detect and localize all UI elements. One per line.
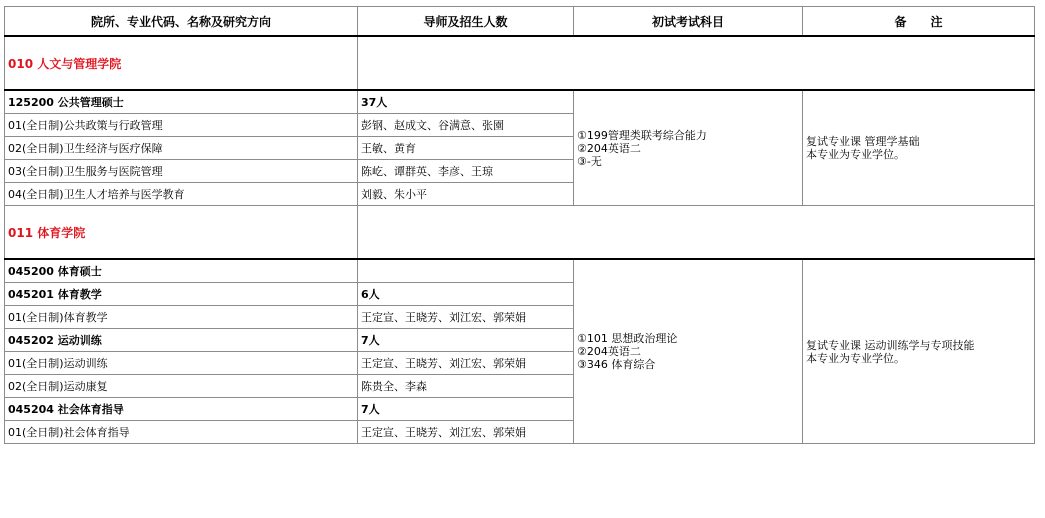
direction-name: 01(全日制)社会体育指导	[5, 421, 358, 444]
admissions-table	[4, 6, 1035, 444]
exam-line: ③346 体育综合	[577, 358, 656, 371]
direction-tutors: 彭钢、赵成文、谷满意、张園	[358, 114, 574, 137]
header-department: 院所、专业代码、名称及研究方向	[5, 7, 358, 37]
direction-name: 02(全日制)运动康复	[5, 375, 358, 398]
subfield-count: 6人	[358, 283, 574, 306]
header-tutors: 导师及招生人数	[358, 7, 574, 37]
major-name: 045200 体育硕士	[5, 259, 358, 283]
exam-subjects	[574, 259, 803, 444]
header-row	[5, 7, 1035, 37]
remarks	[803, 259, 1035, 444]
department-blank	[358, 36, 1035, 90]
department-name: 011 体育学院	[5, 206, 358, 260]
subfield-name: 045202 运动训练	[5, 329, 358, 352]
exam-line: ①101 思想政治理论	[577, 332, 678, 345]
major-row	[5, 90, 1035, 114]
direction-tutors: 刘毅、朱小平	[358, 183, 574, 206]
direction-name: 03(全日制)卫生服务与医院管理	[5, 160, 358, 183]
department-name: 010 人文与管理学院	[5, 36, 358, 90]
exam-subjects	[574, 90, 803, 206]
department-blank	[358, 206, 1035, 260]
note-line: 本专业为专业学位。	[806, 148, 905, 161]
subfield-count: 7人	[358, 329, 574, 352]
department-row	[5, 36, 1035, 90]
header-exam: 初试考试科目	[574, 7, 803, 37]
direction-name: 02(全日制)卫生经济与医疗保障	[5, 137, 358, 160]
direction-tutors: 王定宣、王晓芳、刘江宏、郭荣娟	[358, 352, 574, 375]
remarks	[803, 90, 1035, 206]
header-note: 备 注	[803, 7, 1035, 37]
note-line: 复试专业课 运动训练学与专项技能	[806, 338, 975, 352]
exam-line: ③-无	[577, 154, 602, 168]
subfield-name: 045201 体育教学	[5, 283, 358, 306]
direction-name: 04(全日制)卫生人才培养与医学教育	[5, 183, 358, 206]
direction-tutors: 王定宣、王晓芳、刘江宏、郭荣娟	[358, 306, 574, 329]
department-row	[5, 206, 1035, 260]
direction-name: 01(全日制)体育教学	[5, 306, 358, 329]
subfield-name: 045204 社会体育指导	[5, 398, 358, 421]
exam-line: ②204英语二	[577, 345, 641, 358]
note-line: 本专业为专业学位。	[806, 351, 905, 365]
major-count	[358, 259, 574, 283]
direction-tutors: 陈贵全、李森	[358, 375, 574, 398]
direction-tutors: 王敏、黄育	[358, 137, 574, 160]
subfield-count: 7人	[358, 398, 574, 421]
major-row	[5, 259, 1035, 283]
direction-tutors: 陈屹、谭群英、李彦、王琼	[358, 160, 574, 183]
major-name: 125200 公共管理硕士	[5, 90, 358, 114]
direction-tutors: 王定宣、王晓芳、刘江宏、郭荣娟	[358, 421, 574, 444]
direction-name: 01(全日制)运动训练	[5, 352, 358, 375]
direction-name: 01(全日制)公共政策与行政管理	[5, 114, 358, 137]
major-count: 37人	[358, 90, 574, 114]
exam-line: ①199管理类联考综合能力	[577, 128, 707, 142]
exam-line: ②204英语二	[577, 141, 641, 155]
note-line: 复试专业课 管理学基础	[806, 135, 920, 148]
